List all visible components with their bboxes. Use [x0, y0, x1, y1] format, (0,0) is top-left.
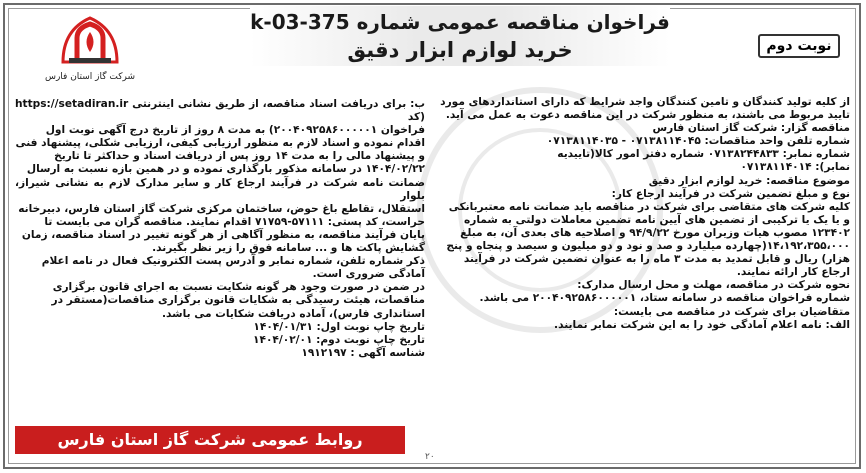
text-line: الف: نامه اعلام آمادگی خود را به این شرکت نمابر نمایند.	[554, 318, 850, 331]
text-line: نحوه شرکت در مناقصه، مهلت و محل ارسال مدارک:	[577, 279, 850, 292]
text-line: کلیه شرکت های متقاضی برای شرکت در مناقصه باید ضمانت نامه معتبربانکی	[448, 200, 850, 213]
text-line: ۱۴،۱۹۲،۳۵۵،۰۰۰(چهارده میلیارد و صد و نود و دو میلیون و سیصد و پنجاه و پنج	[446, 240, 850, 253]
text-line: ذکر شماره تلفن، شماره نمابر و آدرس پست الکترونیک فعال در نامه اعلام	[41, 255, 425, 268]
text-line: گشایش پاکت ها و ... سامانه فوق را زیر نظر بگیرند.	[152, 242, 425, 255]
text-line: و یا یک یا ترکیبی از تضمین های آیین نامه تضمین معاملات دولتی به شماره	[463, 213, 850, 226]
text-line: و پیشنهاد مالی را به مدت ۱۴ روز پس از دریافت اسناد و حداکثر تا تاریخ	[54, 150, 425, 163]
tender-subtitle: خرید لوازم ابزار دقیق	[347, 38, 573, 62]
text-line: ۱۲۳۴۰۲ مصوب هیات وزیران مورخ ۹۴/۹/۲۲ و اصلاحیه های بعدی آن، به مبلغ	[460, 226, 850, 239]
text-line: استقلال، تقاطع باغ حوض، ساختمان مرکزی شرکت گاز استان فارس، دبیرخانه	[18, 202, 425, 215]
tender-details-right-column	[436, 96, 850, 332]
text-line: شناسه آگهی : ۱۹۱۲۱۹۷	[301, 346, 425, 359]
logo-caption: شرکت گاز استان فارس	[44, 72, 136, 82]
text-line: هزار) ریال و قابل تمدید به مدت ۳ ماه را به عنوان تضمین شرکت در فرآیند	[463, 253, 850, 266]
text-line: ۱۴۰۴/۰۲/۲۲ در سامانه مذکور بارگذاری نموده و در همین بازه نسبت به ارسال	[26, 163, 425, 176]
text-line: تایید مربوط می باشند، به منظور شرکت در این مناقصه دعوت به عمل می آید.	[445, 109, 850, 122]
public-relations-banner: روابط عمومی شرکت گاز استان فارس	[15, 426, 405, 454]
company-logo	[30, 12, 150, 92]
text-line: استانداری فارس)، آماده دریافت شکایات می باشد.	[162, 307, 425, 320]
text-line: تاریخ چاپ نوبت اول: ۱۴۰۴/۰۱/۳۱	[253, 320, 425, 333]
text-line: فراخوان ۲۰۰۴۰۹۲۵۸۶۰۰۰۰۰۱) به مدت ۸ روز از تاریخ درج آگهی نوبت اول	[45, 124, 425, 137]
text-line: شماره نمابر: ۰۷۱۳۸۲۴۴۸۳۳ شماره دفتر امور کالا(تاییدیه	[557, 148, 850, 161]
text-line: تاریخ چاپ نوبت دوم: ۱۴۰۴/۰۲/۰۱	[253, 333, 425, 346]
text-line: نمابر): ۰۷۱۳۸۱۱۴۰۱۴	[740, 161, 850, 174]
text-line: ب: برای دریافت اسناد مناقصه، از طریق نشانی اینترنتی https://setadiran.ir (کد	[15, 98, 425, 124]
tender-details-left-column	[15, 98, 425, 360]
text-line: متقاضیان برای شرکت در مناقصه می بایست:	[613, 305, 850, 318]
text-line: شماره تلفن واحد مناقصات: ۰۷۱۳۸۱۱۴۰۴۵ - ۰۷۱۳۸۱۱۴۰۳۵	[546, 135, 850, 148]
text-line: شماره فراخوان مناقصه در سامانه ستاد، ۲۰۰۴۰۹۲۵۸۶۰۰۰۰۰۱ می باشد.	[479, 292, 850, 305]
text-line: در ضمن در صورت وجود هر گونه شکایت نسبت به اجرای قانون برگزاری	[52, 281, 425, 294]
text-line: پایان فرآیند مناقصه، به منظور آگاهی از هر گونه تغییر در اسناد مناقصه، زمان	[21, 228, 425, 241]
gas-company-logo-icon	[55, 12, 125, 70]
text-line: ضمانت نامه شرکت در فرآیند ارجاع کار و سایر مدارک لازم به نشانی شیراز، بلوار	[15, 176, 425, 202]
text-line: آمادگی ضروری است.	[312, 268, 425, 281]
text-line: مناقصات، هیئت رسیدگی به شکایات قانون برگزاری مناقصات(مستقر در	[51, 294, 425, 307]
edition-badge: نوبت دوم	[758, 34, 840, 58]
tender-title: فراخوان مناقصه عمومی شماره k-03-375	[250, 10, 670, 34]
text-line: اقدام نموده و اسناد لازم به منظور ارزیابی کیفی، ارزیابی شکلی، پیشنهاد فنی	[15, 137, 425, 150]
text-line: حراست، کد پستی: ۵۷۱۱۱-۷۱۷۵۹ اقدام نمایند. مناقصه گران می بایست تا	[44, 215, 425, 228]
text-line: ارجاع کار ارائه نمایند.	[736, 266, 850, 279]
text-line: موضوع مناقصه: خرید لوازم ابزار دقیق	[648, 174, 850, 187]
text-line: از کلیه تولید کنندگان و تامین کنندگان واجد شرایط که دارای استانداردهای مورد	[440, 96, 850, 108]
text-line: نوع و مبلغ تضمین شرکت در فرآیند ارجاع کار:	[611, 187, 850, 200]
page-number: ۲۰	[425, 452, 435, 462]
text-line: مناقصه گزار: شرکت گاز استان فارس	[652, 122, 850, 135]
